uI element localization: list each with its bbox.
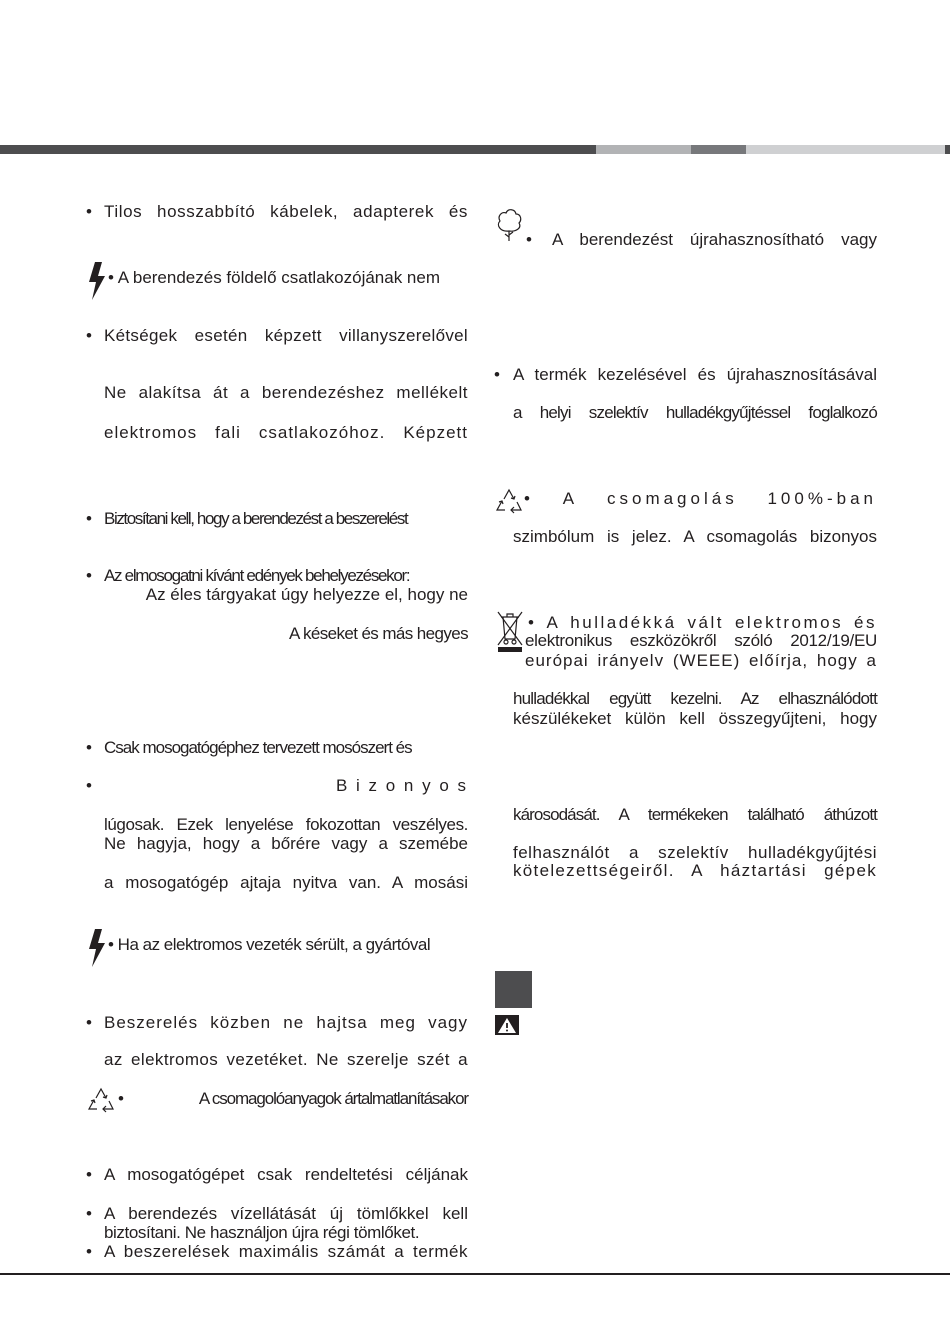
- bullet: •: [526, 230, 532, 249]
- text-line: A csomagolóanyagok ártalmatlanításakor: [198, 1089, 468, 1108]
- bullet: •: [118, 1089, 124, 1108]
- text-line: elektronikus eszközökről szóló 2012/19/EU: [525, 631, 877, 650]
- text-line: Tilos hosszabbító kábelek, adapterek és: [104, 202, 468, 221]
- bullet: •: [86, 1165, 92, 1184]
- text-line: lúgosak. Ezek lenyelése fokozottan veszélyes.: [104, 815, 468, 834]
- footer-rule: [0, 1273, 950, 1275]
- text-line: • A csomagolás 100%-ban: [524, 489, 877, 508]
- recycle-icon: [494, 487, 524, 517]
- bullet: •: [86, 776, 92, 795]
- bullet: •: [86, 1242, 92, 1261]
- text-line: károsodását. A termékeken található áthúzott: [513, 805, 877, 824]
- text-line: kötelezettségeiről. A háztartási gépek: [513, 861, 877, 880]
- text-line: Ne hagyja, hogy a bőrére vagy a szemébe: [104, 834, 468, 853]
- text-line: elektromos fali csatlakozóhoz. Képzett: [104, 423, 468, 442]
- text-line: hulladékkal együtt kezelni. Az elhasználódott: [513, 689, 877, 708]
- text-line: európai irányelv (WEEE) előírja, hogy a: [525, 651, 877, 670]
- text-line: Beszerelés közben ne hajtsa meg vagy: [104, 1013, 468, 1032]
- text-line: a mosogatógép ajtaja nyitva van. A mosási: [104, 873, 468, 892]
- text-line: Kétségek esetén képzett villanyszerelővel: [104, 326, 468, 345]
- text-line: • Ha az elektromos vezeték sérült, a gyártóval: [108, 935, 431, 954]
- bullet: •: [86, 1013, 92, 1032]
- bullet: •: [86, 566, 92, 585]
- header-bar-light: [596, 145, 691, 154]
- text-line: felhasználót a szelektív hulladékgyűjtési: [513, 843, 877, 862]
- bullet: •: [86, 326, 92, 345]
- header-bar-mid: [691, 145, 746, 154]
- text-line: Ne alakítsa át a berendezéshez mellékelt: [104, 383, 468, 402]
- text-line: A mosogatógépet csak rendeltetési céljának: [104, 1165, 468, 1184]
- text-line: Az éles tárgyakat úgy helyezze el, hogy ne: [145, 585, 468, 604]
- lightning-icon: [87, 929, 109, 969]
- bullet: •: [86, 1204, 92, 1223]
- text-line: a helyi szelektív hulladékgyűjtéssel foglalkozó: [513, 403, 877, 422]
- lightning-icon: [87, 262, 109, 302]
- header-bar-end: [945, 145, 950, 154]
- text-line: A beszerelések maximális számát a termék: [104, 1242, 468, 1261]
- bullet: •: [86, 202, 92, 221]
- text-line: A berendezés vízellátását új tömlőkkel kell: [104, 1204, 468, 1223]
- text-line: készülékeket külön kell összegyűjteni, hogy: [513, 709, 877, 728]
- section-marker: [495, 971, 532, 1008]
- tree-icon: [494, 207, 524, 243]
- text-line: Biztosítani kell, hogy a berendezést a beszerelést: [104, 509, 408, 528]
- crossed-bin-icon: [495, 609, 525, 653]
- bullet: •: [86, 738, 92, 757]
- text-line: • A berendezés földelő csatlakozójának nem: [108, 268, 440, 287]
- text-line: Az elmosogatni kívánt edények behelyezésekor:: [104, 566, 410, 585]
- header-bar-pale: [746, 145, 945, 154]
- text-line: • A hulladékká vált elektromos és: [528, 613, 877, 632]
- header-bar-dark: [0, 145, 596, 154]
- text-line: A késeket és más hegyes: [289, 624, 468, 643]
- bullet: •: [86, 509, 92, 528]
- text-line: B i z o n y o s: [335, 776, 468, 795]
- bullet: •: [494, 365, 500, 384]
- text-line: Csak mosogatógéphez tervezett mosószert és: [104, 738, 412, 757]
- text-line: A berendezést újrahasznosítható vagy: [552, 230, 877, 249]
- recycle-icon: [86, 1086, 116, 1116]
- text-line: biztosítani. Ne használjon újra régi tömlőket.: [104, 1223, 420, 1242]
- text-line: szimbólum is jelez. A csomagolás bizonyos: [513, 527, 877, 546]
- warning-icon: [495, 1015, 519, 1035]
- text-line: A termék kezelésével és újrahasznosításával: [513, 365, 877, 384]
- text-line: az elektromos vezetéket. Ne szerelje szét a: [104, 1050, 468, 1069]
